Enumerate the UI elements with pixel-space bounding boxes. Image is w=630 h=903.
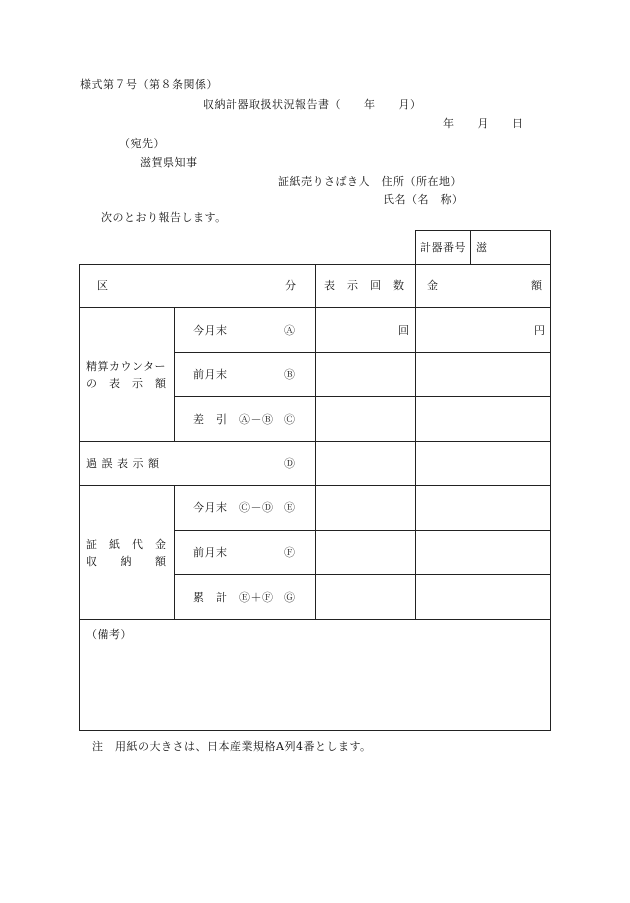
meter-number-divider	[470, 230, 471, 265]
row-a-bottom-line	[174, 352, 551, 353]
meter-number-prefix: 滋	[476, 241, 488, 254]
row-e-label: 今月末 Ⓒ－Ⓓ	[193, 501, 274, 514]
group1-label-line2: の 表 示 額	[86, 377, 167, 390]
amount-column-left-line	[415, 264, 416, 619]
reporter-address-label: 証紙売りさばき人 住所（所在地）	[278, 175, 462, 188]
row-c-label: 差 引 Ⓐ－Ⓑ	[193, 413, 274, 426]
unit-count: 回	[398, 324, 410, 337]
addressee: 滋賀県知事	[140, 156, 198, 169]
reporter-name-label: 氏名（名 称）	[383, 193, 464, 206]
row-g-mark: Ⓖ	[284, 591, 296, 604]
row-a-mark: Ⓐ	[284, 324, 296, 337]
group2-label-line1: 証 紙 代 金	[86, 538, 167, 551]
intro-text: 次のとおり報告します。	[101, 211, 227, 224]
row-b-label: 前月末	[193, 368, 228, 381]
row-a-label: 今月末	[193, 324, 228, 337]
date-line: 年 月 日	[443, 117, 524, 130]
head-amount-right: 額	[531, 279, 543, 292]
meter-number-label: 計器番号	[420, 241, 466, 254]
row-f-label: 前月末	[193, 546, 228, 559]
form-number: 様式第７号（第８条関係）	[80, 78, 218, 91]
group-label-divider-2	[174, 485, 175, 619]
row-f-mark: Ⓕ	[284, 546, 296, 559]
unit-yen: 円	[534, 324, 546, 337]
row-b-mark: Ⓑ	[284, 368, 296, 381]
count-column-left-line	[315, 264, 316, 619]
row-b-bottom-line	[174, 396, 551, 397]
row-e-mark: Ⓔ	[284, 501, 296, 514]
row-g-label: 累 計 Ⓔ＋Ⓕ	[193, 591, 274, 604]
head-category-right: 分	[285, 279, 297, 292]
group-label-divider-1	[174, 307, 175, 441]
head-amount-left: 金	[427, 279, 439, 292]
addressee-label: （宛先）	[119, 137, 165, 150]
remarks-label: （備考）	[86, 628, 132, 641]
row-d-label: 過 誤 表 示 額	[86, 457, 160, 470]
document-title: 収納計器取扱状況報告書（ 年 月）	[203, 98, 422, 111]
group1-label-line1: 精算カウンター	[86, 360, 167, 373]
row-d-mark: Ⓓ	[284, 457, 296, 470]
footnote: 注 用紙の大きさは、日本産業規格A列4番とします。	[92, 740, 372, 753]
group2-label-line2: 収 納 額	[86, 555, 167, 568]
group2-bottom-line	[79, 619, 551, 620]
head-display-count: 表 示 回 数	[324, 279, 405, 292]
row-f-bottom-line	[174, 574, 551, 575]
head-category-left: 区	[97, 279, 109, 292]
row-c-mark: Ⓒ	[284, 413, 296, 426]
row-e-bottom-line	[174, 530, 551, 531]
